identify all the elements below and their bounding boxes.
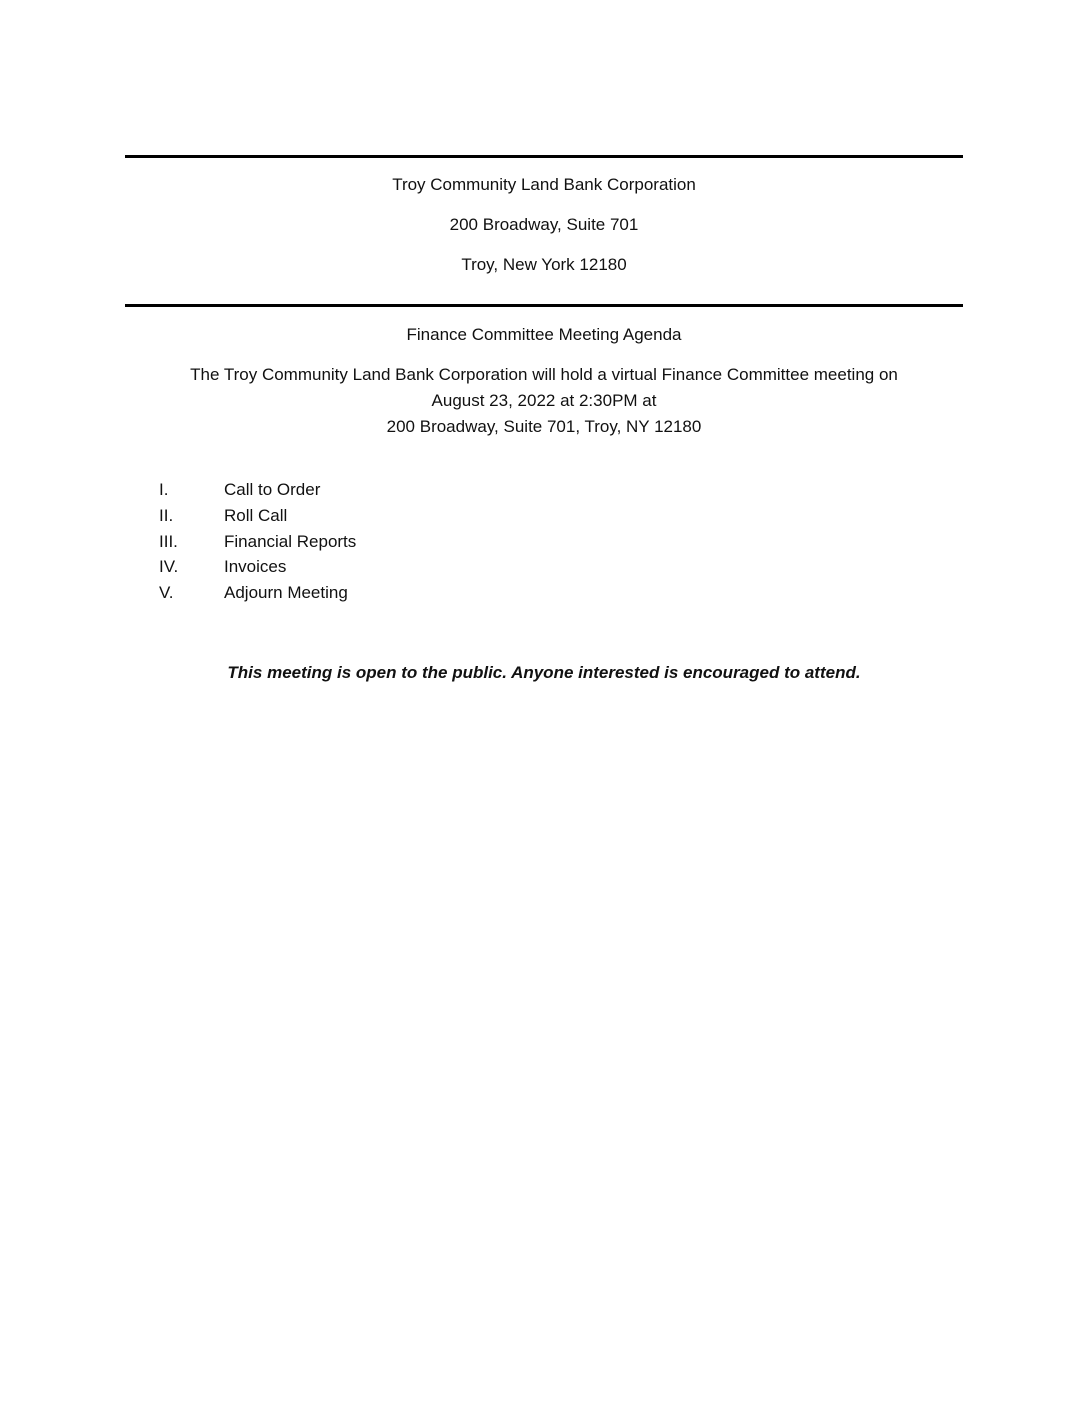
agenda-item [159,556,356,582]
agenda-item-label: Roll Call [224,505,288,525]
agenda-item-label: Adjourn Meeting [224,583,348,603]
meeting-description-line-3: 200 Broadway, Suite 701, Troy, NY 12180 [386,417,702,436]
header-bottom-rule [125,304,963,307]
agenda-item [159,582,356,608]
agenda-item-number: I. [159,480,169,499]
agenda-list [159,479,356,608]
agenda-item-label: Call to Order [224,480,321,499]
agenda-item [159,505,356,531]
agenda-item [159,531,356,557]
agenda-item-number: V. [159,583,174,603]
meeting-description-line-2: August 23, 2022 at 2:30PM at [431,391,657,410]
public-notice: This meeting is open to the public. Anyone interested is encouraged to attend. [227,663,861,682]
address-line-2: Troy, New York 12180 [461,255,627,274]
address-line-1: 200 Broadway, Suite 701 [449,215,639,234]
meeting-title: Finance Committee Meeting Agenda [406,325,682,344]
agenda-item-label: Financial Reports [224,531,357,551]
agenda-item [159,479,356,505]
header-top-rule [125,155,963,158]
agenda-item-number: III. [159,531,178,551]
agenda-item-label: Invoices [224,557,287,577]
meeting-description-line-1: The Troy Community Land Bank Corporation will hold a virtual Finance Committee meeting on [190,365,898,384]
agenda-item-number: II. [159,505,174,525]
organization-name: Troy Community Land Bank Corporation [392,175,696,194]
agenda-item-number: IV. [159,557,179,577]
